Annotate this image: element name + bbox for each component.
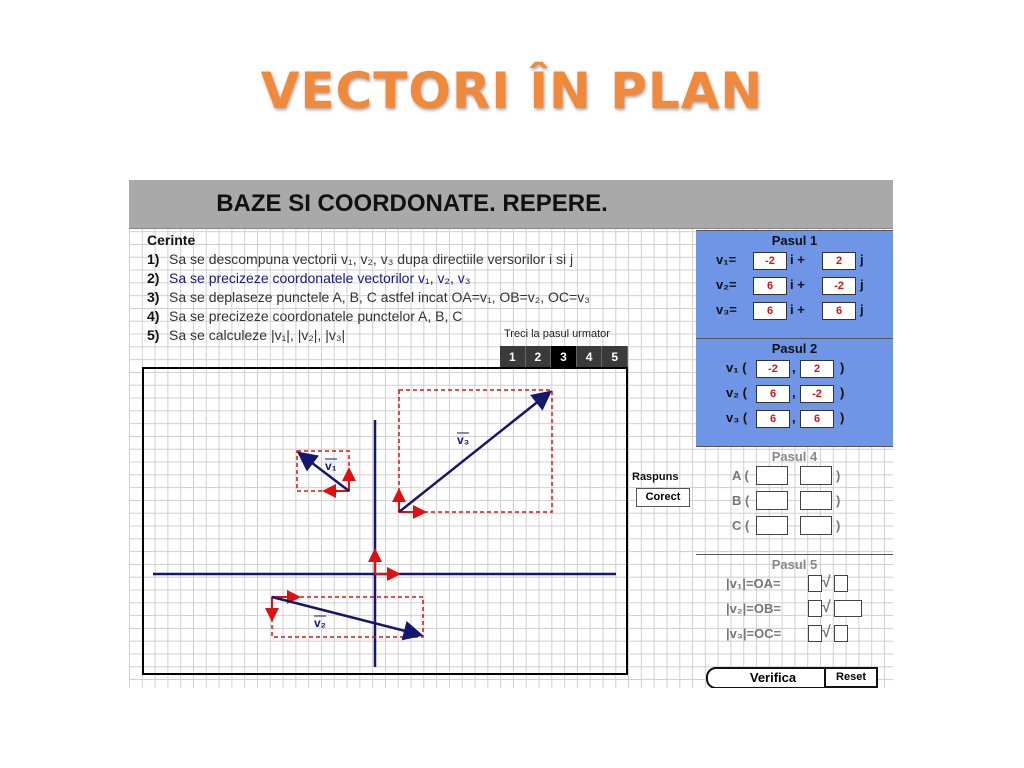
verify-button[interactable]: Verifica xyxy=(706,667,840,688)
v3-i-coef[interactable]: 6 xyxy=(753,302,787,320)
pasul-1-row-v1: v₁= -2 i + 2 j xyxy=(696,248,893,273)
task-item-5: 5) Sa se calculeze |v₁|, |v₂|, |v₃| xyxy=(147,327,346,343)
point-a-y-input[interactable] xyxy=(800,466,832,485)
v2-y-coord[interactable]: -2 xyxy=(800,385,834,403)
v1-i-coef[interactable]: -2 xyxy=(753,252,787,270)
pasul-2-title: Pasul 2 xyxy=(771,341,818,356)
pasul-1-row-v2: v₂= 6 i + -2 j xyxy=(696,273,893,298)
step-button-4[interactable]: 4 xyxy=(577,346,603,367)
v2-i-coef[interactable]: 6 xyxy=(753,277,787,295)
applet-title: BAZE SI COORDONATE. REPERE. xyxy=(216,190,608,217)
point-c-y-input[interactable] xyxy=(800,516,832,535)
vector-v1 xyxy=(299,453,349,491)
pasul-4-row-b: B ( ) xyxy=(732,493,841,508)
point-a-x-input[interactable] xyxy=(756,466,788,485)
vector-v3 xyxy=(399,392,550,512)
step-selector xyxy=(500,346,628,367)
applet-window xyxy=(129,180,893,688)
step-button-2[interactable]: 2 xyxy=(526,346,552,367)
answer-value: Corect xyxy=(636,488,690,507)
v3-y-coord[interactable]: 6 xyxy=(800,410,834,428)
pasul-4-row-c: C ( ) xyxy=(732,518,841,533)
pasul-2-row-v1: v₁ ( -2 , 2 ) xyxy=(696,356,893,381)
v2-label: v₂ xyxy=(314,616,327,630)
next-step-label: Treci la pasul urmator xyxy=(504,328,610,340)
pasul-5-row-v3: |v₃|=OC= √ xyxy=(696,622,893,647)
applet-header xyxy=(129,180,893,229)
task-item-2: 2) Sa se precizeze coordonatele vectorilor v₁, v₂, v₃ xyxy=(147,270,471,286)
v3-x-coord[interactable]: 6 xyxy=(756,410,790,428)
v3-j-coef[interactable]: 6 xyxy=(822,302,856,320)
pasul-2-row-v3: v₃ ( 6 , 6 ) xyxy=(696,406,893,431)
pasul-1-title: Pasul 1 xyxy=(771,233,818,248)
task-list-header: Cerinte xyxy=(147,232,196,248)
panel-pasul-2 xyxy=(696,338,893,446)
point-c-x-input[interactable] xyxy=(756,516,788,535)
reset-button[interactable]: Reset xyxy=(824,667,878,688)
v1-norm-radicand-input[interactable] xyxy=(834,575,848,592)
v1-x-coord[interactable]: -2 xyxy=(756,360,790,378)
step-button-1[interactable]: 1 xyxy=(500,346,526,367)
pasul-5-row-v1: |v₁|=OA= √ xyxy=(696,572,893,597)
vector-v2 xyxy=(272,597,421,635)
pasul-2-row-v2: v₂ ( 6 , -2 ) xyxy=(696,381,893,406)
step-button-3[interactable]: 3 xyxy=(551,346,577,367)
sqrt-icon: √ xyxy=(822,624,831,641)
task-item-4: 4) Sa se precizeze coordonatele punctelor A, B, C xyxy=(147,308,463,324)
v1-norm-coef-input[interactable] xyxy=(808,575,822,592)
v3-norm-radicand-input[interactable] xyxy=(834,625,848,642)
v2-j-coef[interactable]: -2 xyxy=(822,277,856,295)
v1-y-coord[interactable]: 2 xyxy=(800,360,834,378)
v1-label: v₁ xyxy=(325,459,337,473)
v2-x-coord[interactable]: 6 xyxy=(756,385,790,403)
pasul-5-row-v2: |v₂|=OB= √ xyxy=(696,597,893,622)
pasul-5-title: Pasul 5 xyxy=(771,557,818,572)
v2-norm-radicand-input[interactable] xyxy=(834,600,862,617)
v3-norm-coef-input[interactable] xyxy=(808,625,822,642)
v3-label: v₃ xyxy=(457,433,470,447)
point-b-y-input[interactable] xyxy=(800,491,832,510)
panel-pasul-4 xyxy=(696,446,893,554)
vector-plot-svg xyxy=(144,369,630,677)
vector-plot[interactable] xyxy=(142,367,628,675)
slide-title: VECTORI ÎN PLAN xyxy=(260,62,764,120)
point-b-x-input[interactable] xyxy=(756,491,788,510)
sqrt-icon: √ xyxy=(822,574,831,591)
panel-pasul-5 xyxy=(696,554,893,662)
answer-label: Raspuns xyxy=(632,471,679,483)
v2-norm-coef-input[interactable] xyxy=(808,600,822,617)
sqrt-icon: √ xyxy=(822,599,831,616)
pasul-1-row-v3: v₃= 6 i + 6 j xyxy=(696,298,893,323)
v1-j-coef[interactable]: 2 xyxy=(822,252,856,270)
task-item-1: 1) Sa se descompuna vectorii v₁, v₂, v₃ dupa directiile versorilor i si j xyxy=(147,251,574,267)
step-button-5[interactable]: 5 xyxy=(602,346,628,367)
panel-pasul-1 xyxy=(696,230,893,338)
pasul-4-row-a: A ( ) xyxy=(732,468,841,483)
pasul-4-title: Pasul 4 xyxy=(771,449,818,464)
task-item-3: 3) Sa se deplaseze punctele A, B, C astfel incat OA=v₁, OB=v₂, OC=v₃ xyxy=(147,289,590,305)
